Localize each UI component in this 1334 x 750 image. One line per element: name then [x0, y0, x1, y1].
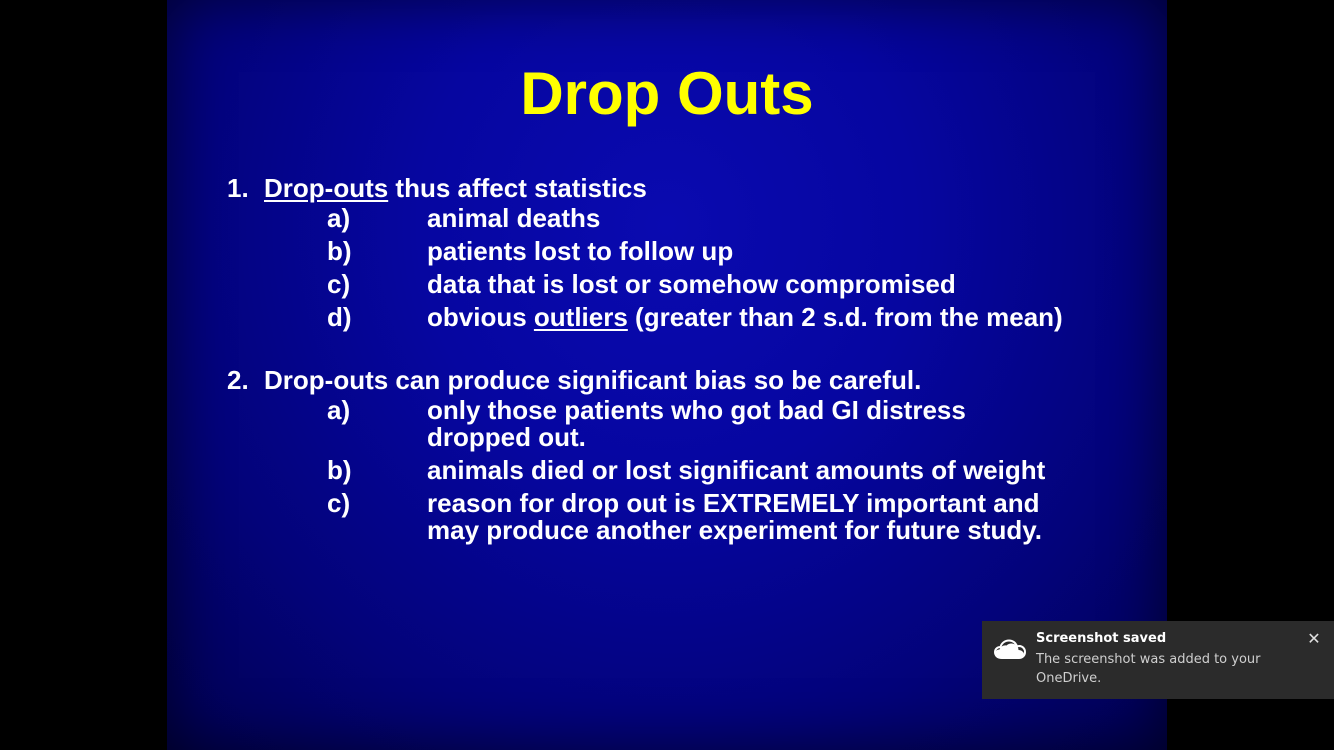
notification-body: The screenshot was added to your OneDrive. — [1036, 652, 1261, 686]
sub-item-letter: a) — [327, 395, 351, 425]
sub-item-text-after: (greater than 2 s.d. from the mean) — [627, 302, 1063, 332]
screenshot-saved-notification[interactable] — [982, 621, 1334, 699]
sub-item-letter: d) — [327, 302, 352, 332]
onedrive-cloud-icon — [994, 637, 1026, 661]
slide-title: Drop Outs — [520, 60, 814, 127]
sub-item-letter: b) — [327, 236, 352, 266]
sub-item-text-before: obvious — [427, 302, 534, 332]
list-item-2 — [227, 364, 1157, 397]
sub-item-text: data that is lost or somehow compromised — [427, 269, 956, 299]
list-item-text: thus affect statistics — [388, 173, 647, 203]
list-item-number: 2. — [227, 365, 249, 395]
sub-item-2a — [227, 397, 1157, 451]
slide-content — [227, 172, 1157, 544]
sub-item-text: patients lost to follow up — [427, 236, 734, 266]
sub-item-text-line2: may produce another experiment for future study. — [427, 515, 1042, 545]
sub-item-2c — [227, 490, 1157, 544]
sub-item-1a — [227, 205, 1157, 232]
sub-item-1c — [227, 271, 1157, 298]
sub-item-1d — [227, 304, 1157, 331]
sub-item-1b — [227, 238, 1157, 265]
sub-item-text: animals died or lost significant amounts of weight — [427, 455, 1046, 485]
close-icon[interactable]: ✕ — [1307, 629, 1321, 648]
sub-item-text-line1: reason for drop out is EXTREMELY important and — [427, 488, 1040, 518]
sub-item-2b — [227, 457, 1157, 484]
list-item-number: 1. — [227, 173, 249, 203]
sub-item-text — [427, 304, 1157, 331]
spacer — [227, 331, 1157, 364]
sub-item-text: animal deaths — [427, 203, 601, 233]
sub-item-text-line1: only those patients who got bad GI distress — [427, 395, 966, 425]
sub-item-letter: b) — [327, 455, 352, 485]
underlined-term: Drop-outs — [264, 173, 389, 203]
sub-item-text-line2: dropped out. — [427, 422, 586, 452]
sub-item-letter: a) — [327, 203, 351, 233]
list-item-1 — [227, 172, 1157, 205]
sub-item-letter: c) — [327, 269, 351, 299]
sub-item-letter: c) — [327, 488, 351, 518]
notification-title: Screenshot saved — [1036, 631, 1167, 646]
underlined-term: outliers — [533, 302, 628, 332]
list-item-text: Drop-outs can produce significant bias so be careful. — [264, 365, 922, 395]
